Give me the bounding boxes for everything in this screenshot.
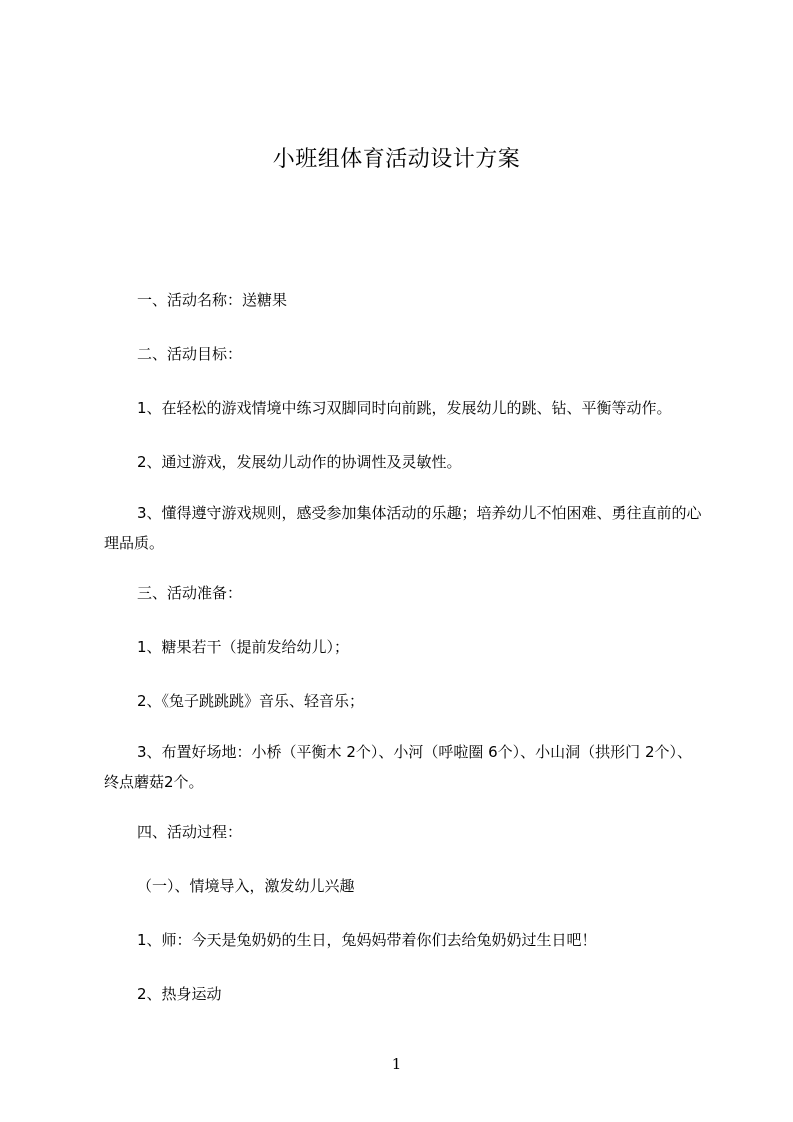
process-heading: 四、活动过程： <box>137 823 243 841</box>
goal-3-paragraph: 3、懂得遵守游戏规则，感受参加集体活动的乐趣；培养幼儿不怕困难、勇往直前的心理品质。 <box>104 504 702 552</box>
process-1-line: 1、师：今天是兔奶奶的生日，兔妈妈带着你们去给兔奶奶过生日吧！ <box>137 931 597 949</box>
goals-heading: 二、活动目标： <box>137 345 243 363</box>
document-title: 小班组体育活动设计方案 <box>272 147 521 172</box>
prep-heading: 三、活动准备： <box>137 584 243 602</box>
process-2-line: 2、热身运动 <box>137 985 222 1003</box>
activity-name-line: 一、活动名称：送糖果 <box>137 291 288 309</box>
prep-3-paragraph: 3、布置好场地：小桥（平衡木 2个）、小河（呼啦圈 6个）、小山洞（拱形门 2个）、终点蘑菇2个。 <box>104 743 692 791</box>
prep-2-line: 2、《兔子跳跳跳》音乐、轻音乐； <box>137 692 365 710</box>
process-subheading-1: （一）、情境导入，激发幼儿兴趣 <box>137 877 355 895</box>
prep-1-line: 1、糖果若干（提前发给幼儿）； <box>137 638 350 656</box>
goal-1-line: 1、在轻松的游戏情境中练习双脚同时向前跳，发展幼儿的跳、钻、平衡等动作。 <box>137 399 672 417</box>
goal-2-line: 2、通过游戏，发展幼儿动作的协调性及灵敏性。 <box>137 453 462 471</box>
page-number: 1 <box>391 1055 402 1073</box>
